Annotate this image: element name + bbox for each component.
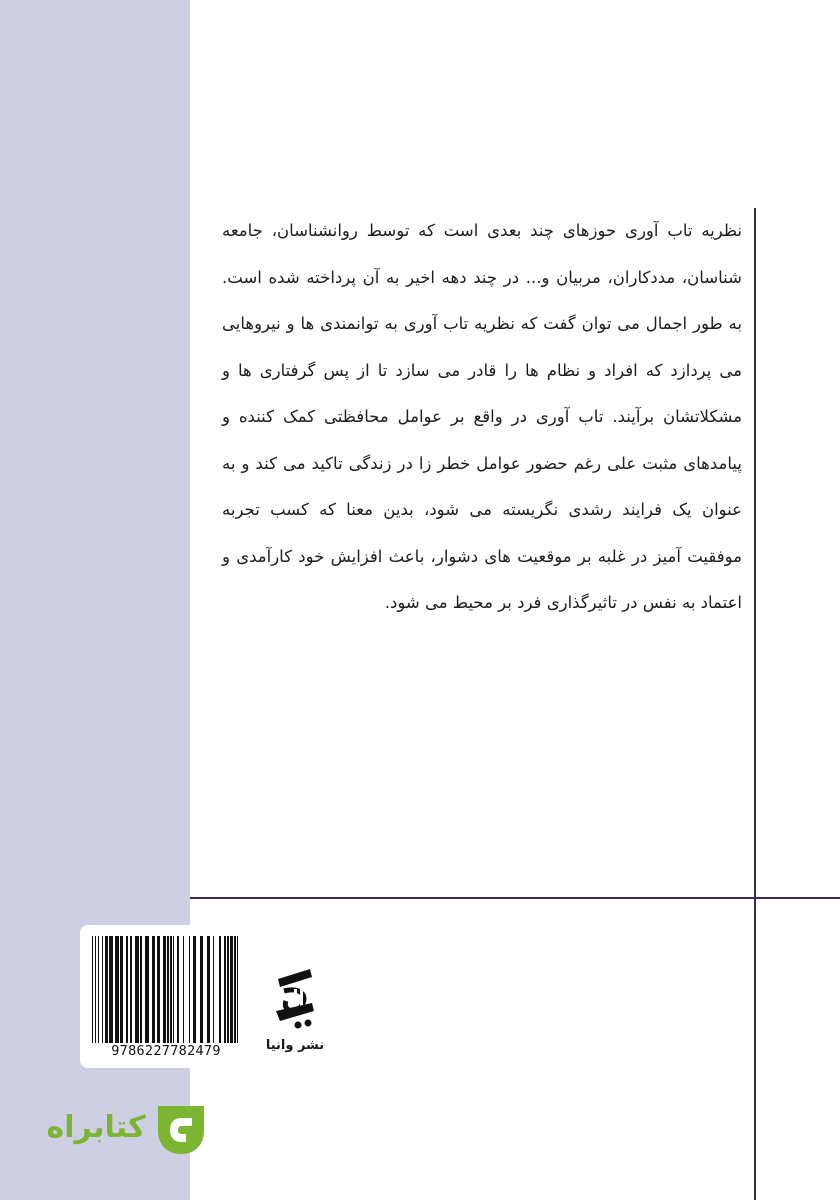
barcode-bar <box>238 936 239 1043</box>
publisher-logo-icon <box>270 965 320 1029</box>
publisher-name: نشر وانیا <box>265 1038 325 1053</box>
ketabrah-logo-icon <box>150 1098 212 1160</box>
back-cover-blurb: نظریه تاب آوری حوزهای چند بعدی است که توسط روانشناسان، جامعه شناسان، مددکاران، مربیان و... در چند دهه اخیر به آن پرداخته شده است. به طور اجمال می توان گفت که نظریه تاب آوری به توانمندی ها و نیروهایی می پردازد که افراد و نظام ها را قادر می سازد تا از پس گرفتاری ها و مشکلاتشان برآیند. تاب آوری در واقع بر عوامل محافظتی کمک کننده و پیامدهای مثبت علی رغم حضور عوامل خطر زا در زندگی تاکید می کند و به عنوان یک فرایند رشدی نگریسته می شود، بدین معنا که کسب تجربه موفقیت آمیز در غلبه بر موقعیت های دشوار، باعث افزایش خود کارآمدی و اعتماد به نفس در تاثیرگذاری فرد بر محیط می شود. <box>222 221 742 612</box>
horizontal-rule <box>190 897 840 899</box>
barcode <box>92 936 240 1043</box>
isbn-number: 9786227782479 <box>111 1043 221 1059</box>
barcode-panel <box>80 925 252 1068</box>
ketabrah-wordmark: کتابراه <box>46 1110 146 1145</box>
vertical-rule <box>754 208 756 1200</box>
